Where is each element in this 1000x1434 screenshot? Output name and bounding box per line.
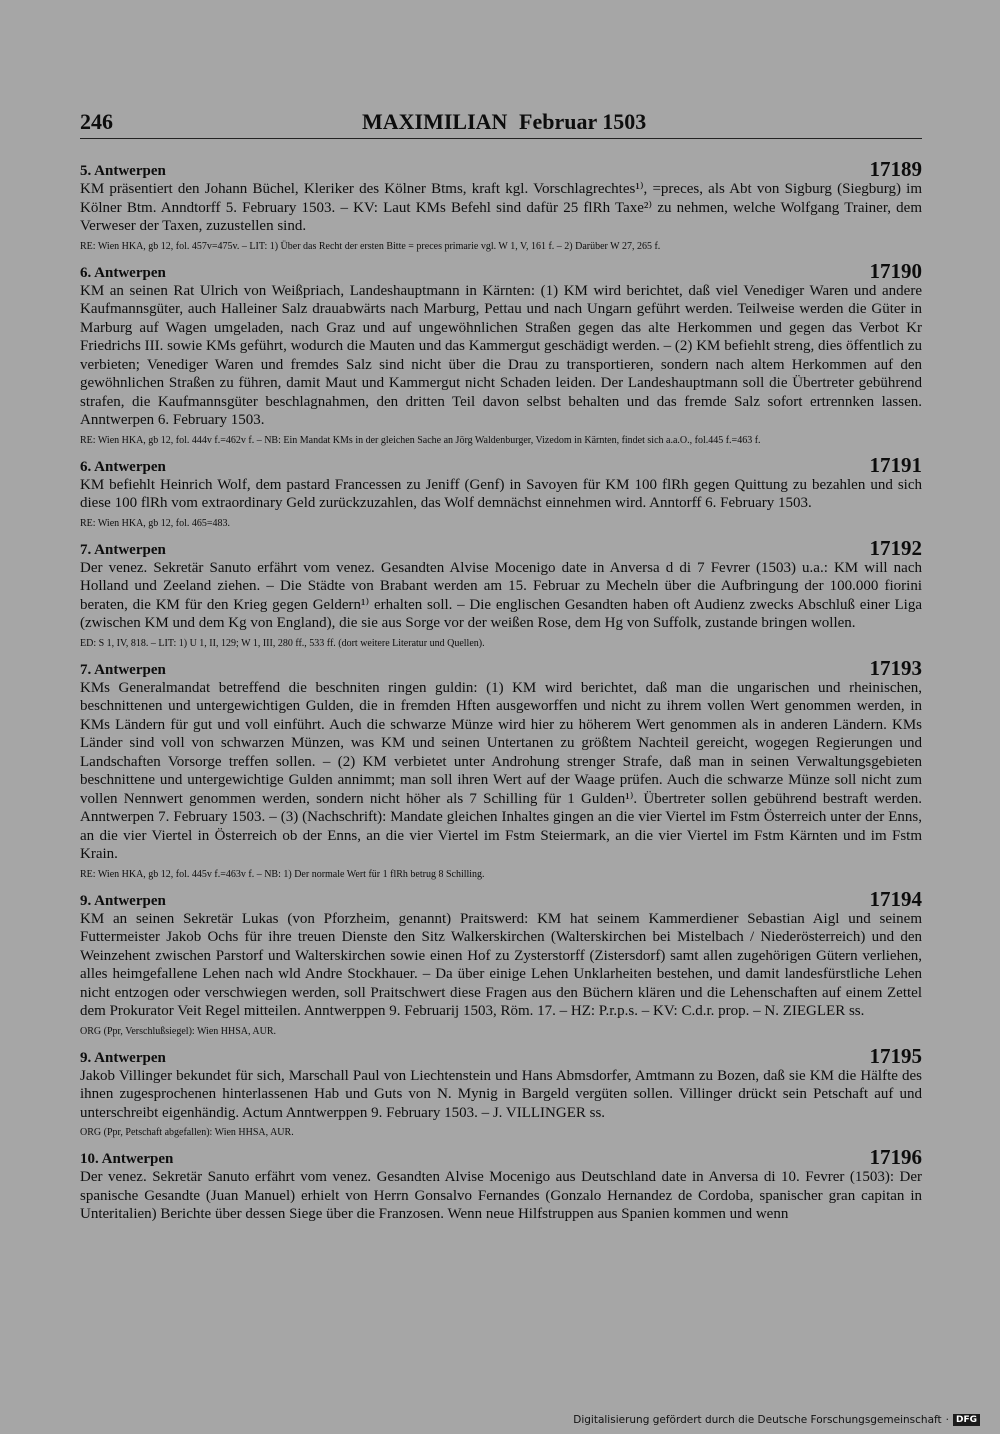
entry-number: 17195 xyxy=(869,1043,922,1068)
entry-17192 xyxy=(80,537,922,650)
entry-17194 xyxy=(80,888,922,1038)
entry-reference: RE: Wien HKA, gb 12, fol. 444v f.=462v f. – NB: Ein Mandat KMs in der gleichen Sache an Jörg Waldenburger, Vizedom in Kärnten, findet sich a.a.O., fol.445 f.=463 f. xyxy=(80,434,761,446)
entry-date: 10. Antwerpen xyxy=(80,1151,174,1167)
entry-number: 17196 xyxy=(869,1145,922,1169)
document-page xyxy=(80,108,922,1231)
entry-reference: ED: S 1, IV, 818. – LIT: 1) U 1, II, 129; W 1, III, 280 ff., 533 ff. (dort weitere Literatur und Quellen). xyxy=(80,637,485,649)
entry-date: 7. Antwerpen xyxy=(80,541,166,558)
entry-text: KM an seinen Sekretär Lukas (von Pforzheim, genannt) Praitswerd: KM hat seinem Kammerdiener Sebastian Aigl und seinem Futtermeister Jakob Ochs für ihre treuen Dienste den Sitz Walkerskirchen (Walterskirchen bei Mistelbach / Niederösterreich) und den Weinzehent zwischen Parstorf und Walterskirchen sowie einen Hof zu Zysterstorff (Zistersdorf) samt allen zugehörigen Gütern verliehen, alles heimgefallene Lehen nach wld Andre Stockhauer. – Da über einige Lehen Unklarheiten bestehen, und damit landesfürstliche Lehen nicht entzogen oder verschwiegen werden, soll Praitschwert diese Fragen aus den Büchern klären und die Lehenschaften auf einem Zettel dem Prokurator Veit Regel mitteilen. Anntwerppen 9. Februarij 1503, Röm. 17. – HZ: P.r.p.s. – KV: C.d.r. prop. – N. ZIEGLER ss. xyxy=(80,910,922,1019)
entry-number: 17190 xyxy=(869,258,922,283)
entry-17196 xyxy=(80,1146,922,1224)
entry-number: 17191 xyxy=(869,452,922,477)
entry-text: KM präsentiert den Johann Büchel, Kleriker des Kölner Btms, kraft kgl. Vorschlagrechtes¹⁾, =preces, als Abt von Sigburg (Siegburg) im Kölner Btm. Anndtorff 5. February 1503. – KV: Laut KMs Befehl sind dafür 25 flRh Taxe²⁾ zu nehmen, welche Wolfgang Trainer, dem Verweser der Taxen, zuzustellen sind. xyxy=(80,181,922,234)
entry-reference: ORG (Ppr, Verschlußsiegel): Wien HHSA, AUR. xyxy=(80,1025,277,1037)
page-header xyxy=(80,108,922,136)
entry-reference: ORG (Ppr, Petschaft abgefallen): Wien HHSA, AUR. xyxy=(80,1127,294,1138)
entry-date: 6. Antwerpen xyxy=(80,264,166,281)
running-month: Februar 1503 xyxy=(519,109,647,134)
entry-reference: RE: Wien HKA, gb 12, fol. 457v=475v. – LIT: 1) Über das Recht der ersten Bitte = preces primarie vgl. W 1, V, 161 f. – 2) Darüber W 27, 265 f. xyxy=(80,240,661,252)
header-rule xyxy=(80,138,922,139)
entry-date: 7. Antwerpen xyxy=(80,661,166,678)
entry-text: KMs Generalmandat betreffend die beschniten ringen guldin: (1) KM wird berichtet, daß man die ungarischen und rheinischen, beschnittenen und untergewichtigen Gulden, die in fremden Hften ausgeworffen und nicht zu ihrem vollen Wert genommen werden, in KMs Ländern für gut und voll einführt. Auch die schwarze Münze wird hier zu höherem Wert genommen als in anderen Ländern. KMs Länder sind voll von schwarzen Münzen, was KM und seinen Untertanen zu größtem Nachteil gereicht, wogegen Regierungen und Landschaften Vorsorge treffen sollen. – (2) KM verbietet unter Androhung strenger Strafe, daß man in seinen Verwaltungsgebieten beschnittene und untergewichtige Gulden annimmt; man soll ihren Wert auf der Waage prüfen. Auch die schwarze Münze soll nicht zum vollen Nennwert genommen werden, sondern nicht höher als 7 Schilling für 1 Gulden¹⁾. Übertreter sollen gebührend bestraft werden. Anntwerpen 7. February 1503. – (3) (Nachschrift): Mandate gleichen Inhaltes gingen an die vier Viertel im Fstm Österreich unter der Enns, an die vier Viertel in Österreich ob der Enns, an die vier Viertel im Fstm Steiermark, an die vier Viertel im Fstm Kärnten und im Fstm Krain. xyxy=(80,679,922,862)
dfg-logo-icon: DFG xyxy=(953,1414,980,1426)
page-number: 246 xyxy=(80,109,113,134)
entry-17190 xyxy=(80,260,922,447)
entry-number: 17192 xyxy=(869,535,922,560)
entry-date: 9. Antwerpen xyxy=(80,892,166,909)
entry-17195 xyxy=(80,1045,922,1140)
entry-17189 xyxy=(80,158,922,253)
entry-date: 6. Antwerpen xyxy=(80,458,166,475)
entry-reference: RE: Wien HKA, gb 12, fol. 445v f.=463v f. – NB: 1) Der normale Wert für 1 flRh betrug 8 Schilling. xyxy=(80,868,485,880)
entry-text: Jakob Villinger bekundet für sich, Marschall Paul von Liechtenstein und Hans Abmsdorfer, Amtmann zu Bozen, daß sie KM die Hälfte des ihnen zugesprochenen hinterlassenen Hab und Guts von N. Mynig in Bargeld vergüten sollen. Villinger drückt sein Petschaft auf und unterschreibt eigenhändig. Actum Anntwerppen 9. February 1503. – J. VILLINGER ss. xyxy=(80,1067,922,1121)
footer-text: Digitalisierung gefördert durch die Deutsche Forschungsgemeinschaft xyxy=(573,1414,942,1426)
entry-number: 17189 xyxy=(869,157,922,181)
entry-17193 xyxy=(80,657,922,881)
funding-footer: Digitalisierung gefördert durch die Deutsche Forschungsgemeinschaft · DFG xyxy=(573,1414,980,1426)
entry-text: KM an seinen Rat Ulrich von Weißpriach, Landeshauptmann in Kärnten: (1) KM wird berichtet, daß viel Venediger Waren und andere Kaufmannsgüter, auch Halleiner Salz drauabwärts nach Marburg, Pettau und nach Ungarn geführt werden. Teilweise werden die Güter in Marburg auf Wagen umgeladen, nach Graz und auf ungewöhnlichen Straßen gegen das alte Herkommen und gegen das Verbot Kr Friedrichs III. sowie KMs geführt, wodurch die Mauten und das Kammergut geschädigt werden. – (2) KM befiehlt streng, dies öffentlich zu verbieten; Venediger Waren und fremdes Salz sind nicht über die Drau zu transportieren, sondern nach altem Herkommen auf den gewöhnlichen Straßen zu führen, damit Maut und Kammergut nicht Schaden leiden. Der Landeshauptmann soll die Übertreter gebührend strafen, die Kaufmannsgüter beschlagnahmen, den dritten Teil davon selbst behalten und das fremde Salz sofort ertrennken lassen. Anntwerpen 6. February 1503. xyxy=(80,282,922,428)
running-title: MAXIMILIAN xyxy=(362,109,508,134)
entry-text: Der venez. Sekretär Sanuto erfährt vom venez. Gesandten Alvise Mocenigo date in Anversa d di 7 Fevrer (1503) u.a.: KM will nach Holland und Zeeland ziehen. – Die Städte von Brabant werden am 15. Februar zu Mecheln über die Aufbringung der 100.000 fiorini beraten, die KM für den Krieg gegen Geldern¹⁾ erhalten soll. – Die englischen Gesandten haben oft Audienz zwecks Abschluß einer Liga (zwischen KM und dem Kg von England), die sie aus Sorge vor der weißen Rose, dem Hg von Suffolk, zustande bringen wollen. xyxy=(80,559,922,631)
entry-reference: RE: Wien HKA, gb 12, fol. 465=483. xyxy=(80,517,231,529)
entry-text: KM befiehlt Heinrich Wolf, dem pastard Francessen zu Jeniff (Genf) in Savoyen für KM 100 flRh gegen Quittung zu bezahlen und sich diese 100 flRh vom extraordinary Geld zurückzuzahlen, das Wolf demnächst einnehmen wird. Anntorff 6. February 1503. xyxy=(80,476,922,511)
entry-17191 xyxy=(80,454,922,530)
entry-number: 17194 xyxy=(869,886,922,911)
entry-text: Der venez. Sekretär Sanuto erfährt vom venez. Gesandten Alvise Mocenigo aus Deutschland date in Anversa di 10. Fevrer (1503): Der spanische Gesandte (Juan Manuel) erhielt von Herrn Gonsalvo Fernandes (Gonzalo Hernandez de Cordoba, spanischer gran capitan in Unteritalien) Berichte über dessen Siege über die Franzosen. Wenn neue Hilfstruppen aus Spanien kommen und wenn xyxy=(80,1169,922,1222)
entry-number: 17193 xyxy=(869,655,922,680)
entry-date: 9. Antwerpen xyxy=(80,1049,166,1066)
entry-date: 5. Antwerpen xyxy=(80,163,166,179)
